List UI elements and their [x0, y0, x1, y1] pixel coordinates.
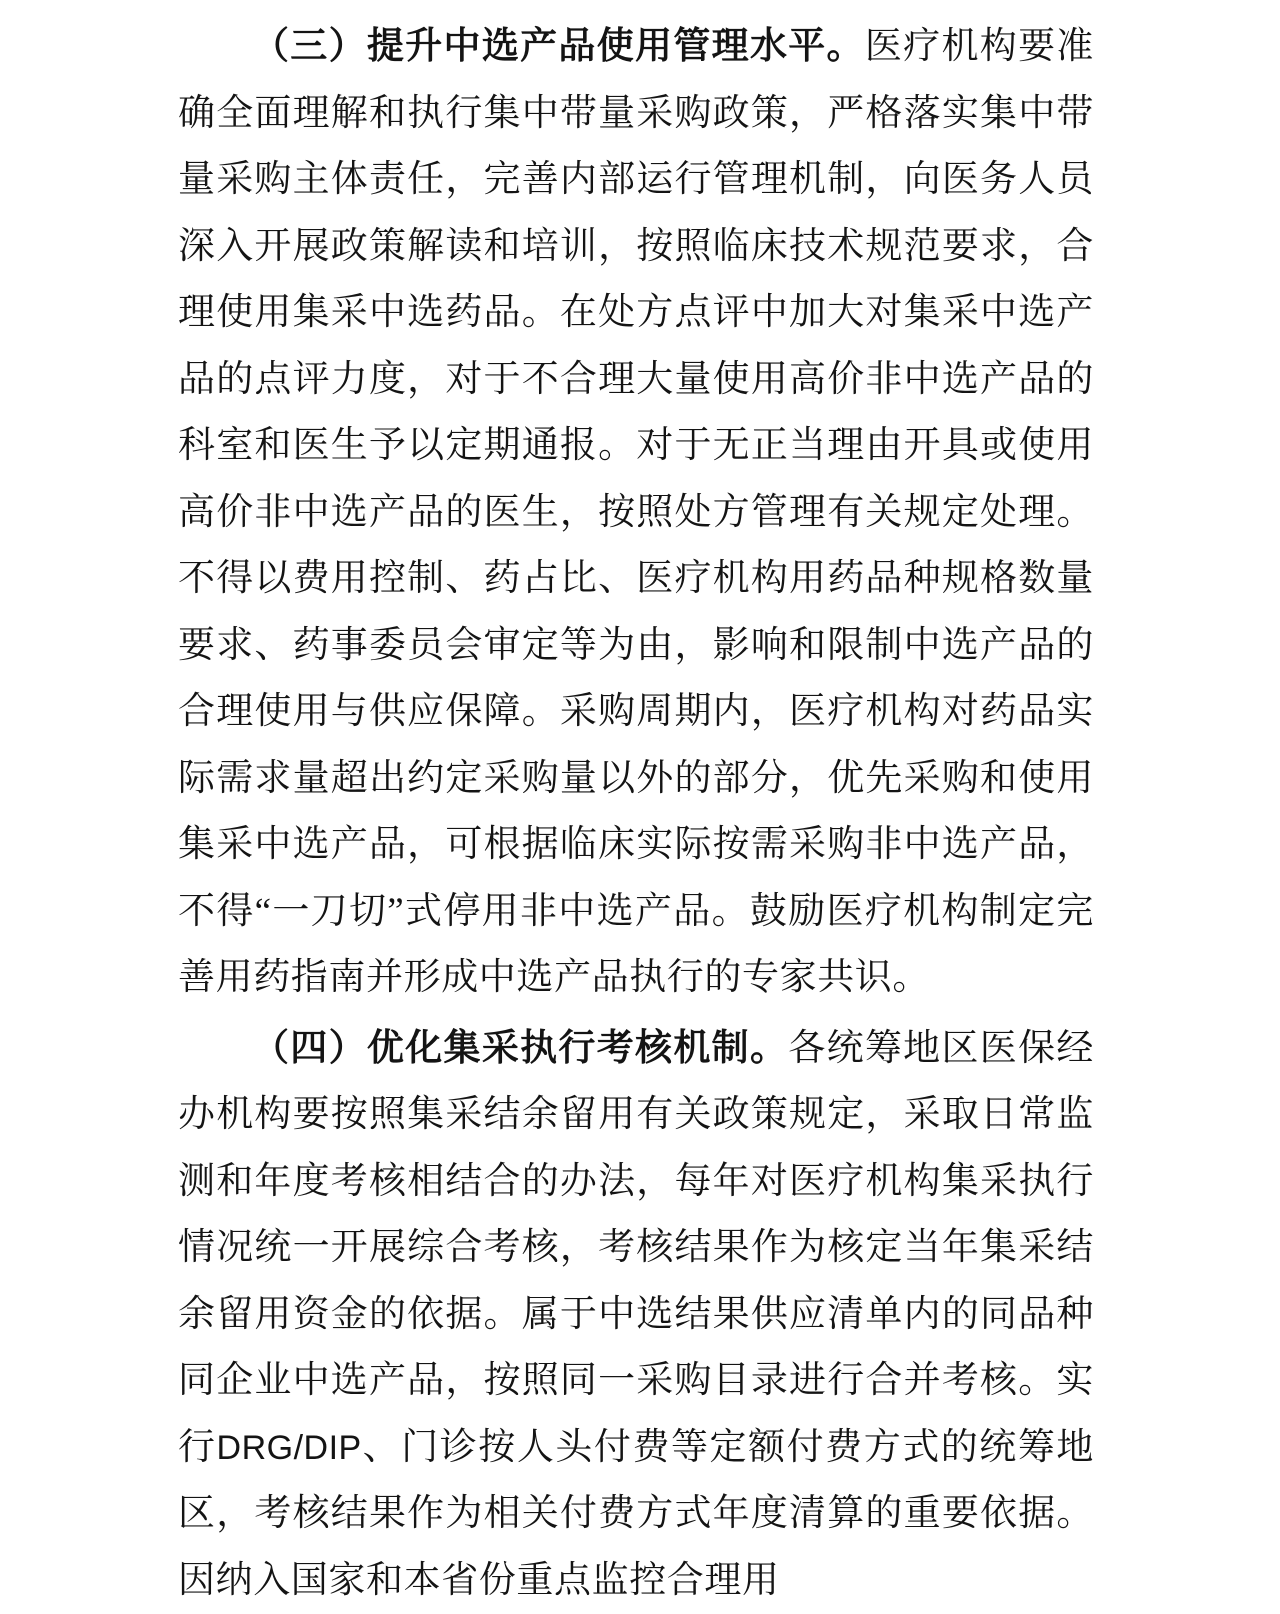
- paragraph-heading-4: （四）优化集采执行考核机制。: [252, 1028, 788, 1069]
- paragraph-body-4a: 各统筹地区医保经办机构要按照集采结余留用有关政策规定，采取日常监测和年度考核相结合的办法，每年对医疗机构集采执行情况统一开展综合考核，考核结果作为核定当年集采结余留用资金的依据。属于中选结果供应清单内的同品种同企业中选产品，按照同一采购目录进行合并考核。实行: [178, 1028, 1094, 1468]
- paragraph-body-3: 医疗机构要准确全面理解和执行集中带量采购政策，严格落实集中带量采购主体责任，完善内部运行管理机制，向医务人员深入开展政策解读和培训，按照临床技术规范要求，合理使用集采中选药品。在处方点评中加大对集采中选产品的点评力度，对于不合理大量使用高价非中选产品的科室和医生予以定期通报。对于无正当理由开具或使用高价非中选产品的医生，按照处方管理有关规定处理。不得以费用控制、药占比、医疗机构用药品种规格数量要求、药事委员会审定等为由，影响和限制中选产品的合理使用与供应保障。采购周期内，医疗机构对药品实际需求量超出约定采购量以外的部分，优先采购和使用集采中选产品，可根据临床实际按需采购非中选产品，不得“一刀切”式停用非中选产品。鼓励医疗机构制定完善用药指南并形成中选产品执行的专家共识。: [178, 26, 1094, 998]
- paragraph-body-4b: 、门诊按人头付费等定额付费方式的统筹地区，考核结果作为相关付费方式年度清算的重要依据。因纳入国家和本省份重点监控合理用: [178, 1427, 1094, 1601]
- payment-model-term: DRG/DIP: [217, 1429, 362, 1467]
- paragraph-heading-3: （三）提升中选产品使用管理水平。: [252, 26, 865, 67]
- paragraph-section-4: [178, 1016, 1094, 1614]
- paragraph-section-3: [178, 14, 1094, 1012]
